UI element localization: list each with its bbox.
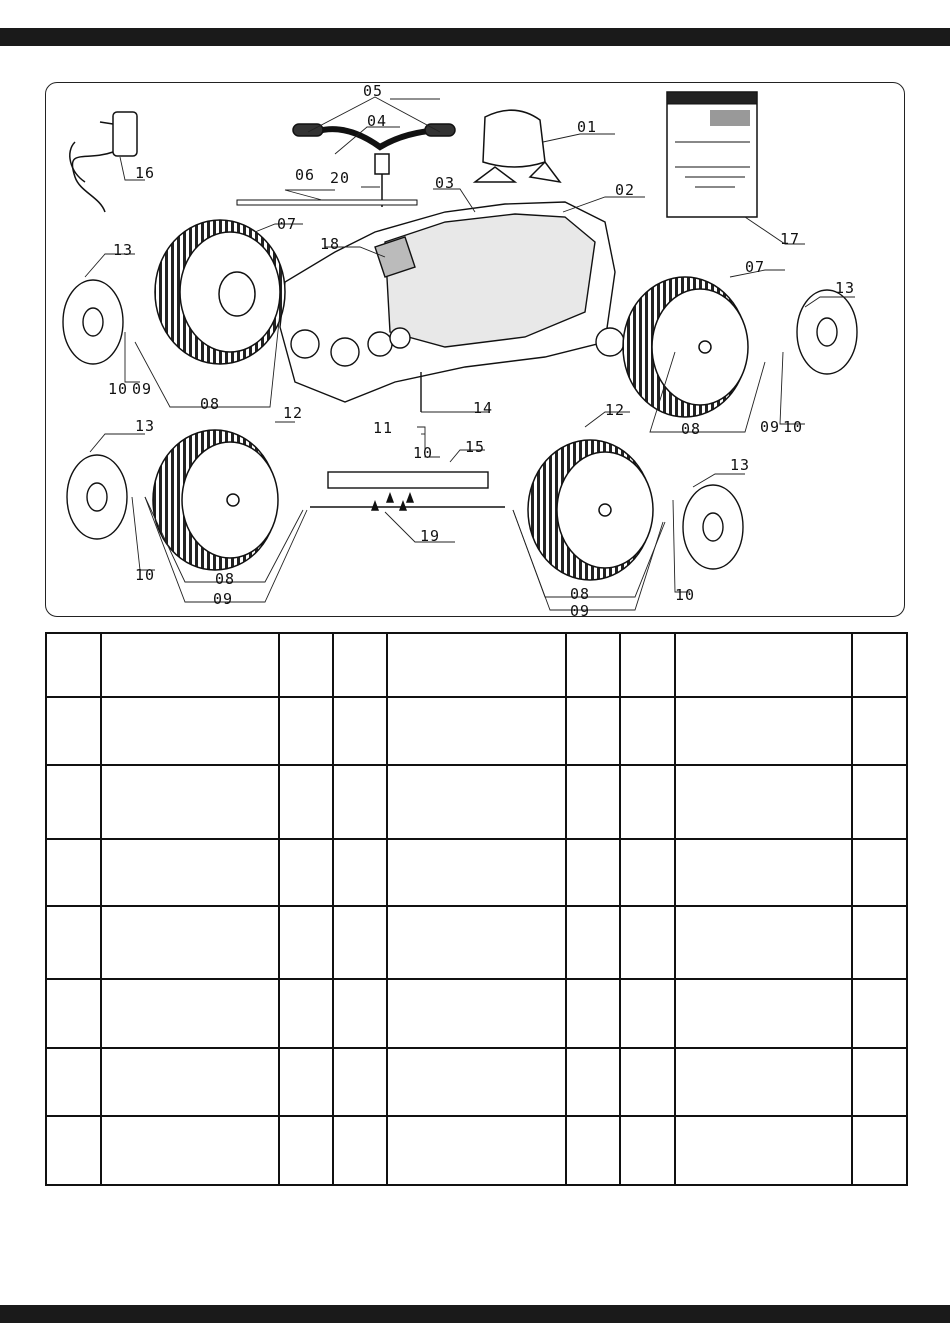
table-cell — [852, 765, 907, 839]
label-13c: 13 — [135, 417, 156, 435]
label-13d: 13 — [730, 456, 751, 474]
table-cell — [620, 633, 675, 697]
table-cell — [852, 633, 907, 697]
label-12b: 12 — [605, 401, 626, 419]
table-cell — [101, 906, 279, 979]
table-cell — [46, 633, 101, 697]
table-cell — [620, 765, 675, 839]
table-cell — [46, 839, 101, 906]
table-cell — [566, 633, 620, 697]
table-cell — [387, 979, 566, 1048]
table-row — [46, 697, 907, 765]
label-20: 20 — [330, 169, 351, 187]
label-19: 19 — [420, 527, 441, 545]
label-12a: 12 — [283, 404, 304, 422]
table-cell — [852, 906, 907, 979]
table-cell — [852, 1116, 907, 1185]
label-07b: 07 — [745, 258, 766, 276]
label-13a: 13 — [113, 241, 134, 259]
table-cell — [333, 1048, 387, 1116]
table-cell — [675, 839, 852, 906]
table-cell — [852, 1048, 907, 1116]
seat-drawing — [475, 110, 560, 182]
table-cell — [387, 1116, 566, 1185]
table-cell — [46, 906, 101, 979]
table-row — [46, 839, 907, 906]
table-cell — [333, 979, 387, 1048]
label-10c: 10 — [413, 444, 434, 462]
table-cell — [566, 839, 620, 906]
table-cell — [333, 839, 387, 906]
label-18: 18 — [320, 235, 341, 253]
table-cell — [387, 906, 566, 979]
label-16: 16 — [135, 164, 156, 182]
table-cell — [279, 765, 333, 839]
bottom-decorative-bar — [0, 1305, 950, 1323]
table-cell — [387, 1048, 566, 1116]
table-cell — [279, 979, 333, 1048]
label-10e: 10 — [675, 586, 696, 604]
label-07a: 07 — [277, 215, 298, 233]
label-08d: 08 — [570, 585, 591, 603]
table-cell — [279, 1048, 333, 1116]
top-decorative-bar — [0, 28, 950, 46]
wheel-rear-right — [528, 440, 653, 580]
table-cell — [675, 765, 852, 839]
parts-table — [45, 632, 908, 1186]
table-cell — [333, 906, 387, 979]
table-cell — [566, 979, 620, 1048]
table-cell — [620, 1048, 675, 1116]
table-row — [46, 1048, 907, 1116]
table-row — [46, 906, 907, 979]
exploded-parts-diagram — [45, 82, 905, 617]
table-cell — [46, 697, 101, 765]
table-cell — [333, 697, 387, 765]
table-cell — [852, 839, 907, 906]
table-cell — [333, 633, 387, 697]
label-04: 04 — [367, 112, 388, 130]
wheel-front-left — [155, 220, 285, 364]
label-02: 02 — [615, 181, 636, 199]
table-cell — [101, 1116, 279, 1185]
table-cell — [279, 697, 333, 765]
table-cell — [101, 979, 279, 1048]
label-10a: 10 — [108, 380, 129, 398]
table-row — [46, 765, 907, 839]
table-cell — [566, 697, 620, 765]
label-08a: 08 — [200, 395, 221, 413]
label-08c: 08 — [215, 570, 236, 588]
table-cell — [675, 697, 852, 765]
table-cell — [675, 979, 852, 1048]
table-cell — [279, 633, 333, 697]
label-01: 01 — [577, 118, 598, 136]
manual-booklet-drawing — [667, 92, 757, 217]
table-cell — [46, 765, 101, 839]
label-03: 03 — [435, 174, 456, 192]
table-cell — [852, 979, 907, 1048]
handlebar-drawing — [293, 124, 455, 207]
table-cell — [101, 633, 279, 697]
charger-drawing — [70, 112, 137, 212]
table-cell — [387, 633, 566, 697]
steering-rod-drawing — [237, 200, 417, 205]
table-cell — [101, 697, 279, 765]
rear-axle-drawing — [310, 472, 505, 510]
label-06: 06 — [295, 166, 316, 184]
vehicle-body-drawing — [280, 202, 624, 412]
table-cell — [333, 765, 387, 839]
label-14: 14 — [473, 399, 494, 417]
label-09a: 09 — [132, 380, 153, 398]
table-cell — [333, 1116, 387, 1185]
label-08b: 08 — [681, 420, 702, 438]
table-cell — [101, 839, 279, 906]
table-cell — [620, 979, 675, 1048]
table-cell — [566, 906, 620, 979]
table-cell — [852, 697, 907, 765]
table-cell — [387, 697, 566, 765]
table-cell — [46, 1116, 101, 1185]
label-10d: 10 — [135, 566, 156, 584]
table-row — [46, 979, 907, 1048]
table-cell — [566, 765, 620, 839]
label-17: 17 — [780, 230, 801, 248]
wheel-front-right — [623, 277, 748, 417]
table-cell — [279, 906, 333, 979]
table-cell — [620, 839, 675, 906]
label-11: 11 — [373, 419, 394, 437]
table-row — [46, 1116, 907, 1185]
table-cell — [279, 1116, 333, 1185]
table-cell — [675, 1048, 852, 1116]
label-13b: 13 — [835, 279, 856, 297]
table-cell — [675, 1116, 852, 1185]
table-cell — [387, 839, 566, 906]
table-cell — [620, 906, 675, 979]
table-cell — [279, 839, 333, 906]
table-cell — [675, 633, 852, 697]
table-cell — [387, 765, 566, 839]
table-cell — [566, 1116, 620, 1185]
table-cell — [620, 1116, 675, 1185]
table-header-row — [46, 633, 907, 697]
label-15: 15 — [465, 438, 486, 456]
wheel-rear-left — [153, 430, 278, 570]
label-10b: 10 — [783, 418, 804, 436]
label-05: 05 — [363, 82, 384, 100]
table-cell — [46, 979, 101, 1048]
label-09d: 09 — [570, 602, 591, 617]
table-cell — [675, 906, 852, 979]
table-cell — [620, 697, 675, 765]
table-cell — [101, 1048, 279, 1116]
label-09c: 09 — [213, 590, 234, 608]
table-cell — [101, 765, 279, 839]
table-cell — [46, 1048, 101, 1116]
label-09b: 09 — [760, 418, 781, 436]
table-cell — [566, 1048, 620, 1116]
